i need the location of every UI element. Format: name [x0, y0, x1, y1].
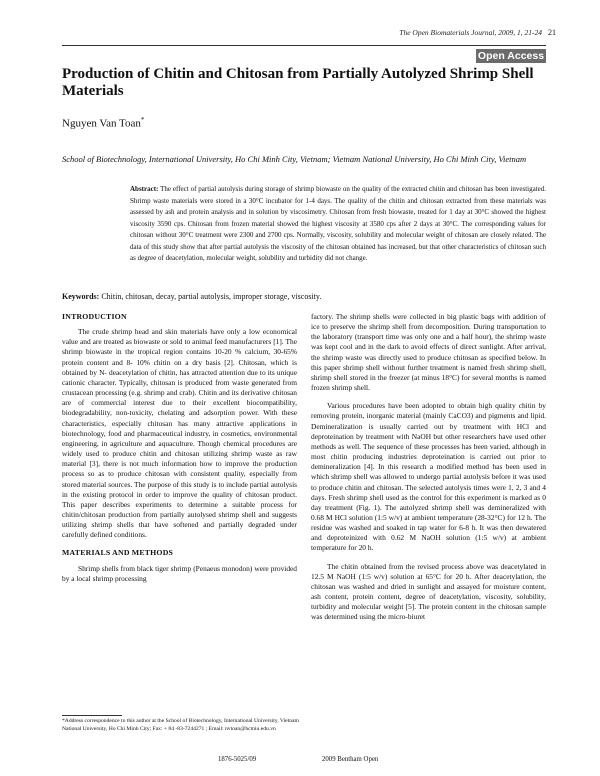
introduction-paragraph: The crude shrimp head and skin materials have only a low economical value and are treated as biowaste or sold to animal feed manufacturers [1]. The shrimp biowaste in the tropical region contains 10-20 % calcium, 30-65% protein content and 8- 10% chitin on a dry basis [2]. Chitosan, which is obtained by N- deacetylation of chitin, has attracted attention due to its unique cationic character. Typically, chitosan is produced from waste generated from crustacean processing (e.g. shrimp and crab). Chitin and its derivative chitosan are of commercial interest due to their excellent biocompatibility, biodegradability, non-toxicity, chelating and adsorption power. With these characteristics, especially chitosan has many attractive applications in biotechnology, food and pharmaceutical industry, in cosmetics, environmental engineering, in agriculture and aquaculture. Though chemical procedures are widely used to produce chitin and chitosan utilizing shrimp waste as raw material [3], there is not much information how to improve the production process so as to produce chitosan with consistent quality, especially from stored material sources. The purpose of this study is to include partial autolysis in the existing protocol in order to improve the quality of chitosan product. This paper describes experiments to determine a suitable process for chitin/chitosan production from partially autolysed shrimp shell and suggests utilizing shrimp shells that have softened and partially degraded under carefully defined conditions.: [62, 327, 297, 540]
right-column: [311, 312, 546, 631]
methods-paragraph-continued: factory. The shrimp shells were collected in big plastic bags with addition of ice to preserve the shrimp shell from decomposition. During transportation to the laboratory (transport time was only one and a half hour), the shrimp waste was kept cool and in the dark to avoid effects of direct sunlight. After arrival, the shrimp waste was directly used to produce chitosan as specified below. In this paper shrimp shell without further treatment is named fresh shrimp shell, shrimp shell stored in the freezer (at minus 18°C) for several months is named frozen shrimp shell.: [311, 312, 546, 393]
methods-heading: MATERIALS AND METHODS: [62, 548, 174, 558]
author-line: [62, 116, 144, 130]
introduction-heading: INTRODUCTION: [62, 312, 127, 321]
publisher: 2009 Bentham Open: [322, 756, 379, 763]
page-number: 21: [548, 28, 556, 37]
correspondence-footnote: *Address correspondence to this author at the School of Biotechnology, International University, Vietnam National University, Ho Chi Minh City; Fax: + 84 -83-7244271 ; Email: nvtoan@hcmiu.edu.vn: [62, 718, 299, 732]
methods-paragraph: Shrimp shells from black tiger shrimp (Penaeus monodon) were provided by a local shrimp processing: [62, 563, 297, 583]
affiliation: School of Biotechnology, International University, Ho Chi Minh City, Vietnam; Vietnam National University, Ho Chi Minh City, Vietnam: [62, 154, 527, 164]
keywords-text: Chitin, chitosan, decay, partial autolysis, improper storage, viscosity.: [101, 292, 322, 301]
issn: 1876-5025/09: [218, 756, 257, 763]
author-mark: *: [140, 116, 145, 124]
abstract: [130, 184, 546, 265]
abstract-text: The effect of partial autolysis during storage of shrimp biowaste on the quality of the extracted chitin and chitosan has been investigated. Shrimp waste materials were stored in a 30°C incubator for 1-4 days. The quality of the chitin and chitosan extracted from these materials was assessed by ash and protein analysis and in solution by viscosimetry. Chitosan from fresh biowaste, treated for 1 day at 30°C showed the highest viscosity 3590 cps. Chitosan from frozen material showed the highest viscosity at 3580 cps after 2 days at 30°C. The corresponding values for chitosan without 30°C treatment were 2300 and 2700 cps. Normally, viscosity, solubility and molecular weight of chitosan are closely related. The data of this study show that after partial autolysis the viscosity of the chitosan obtained has increased, but that other characteristics of chitosan such as degree of deacetylation, molecular weight, solubility and turbidity did not change.: [130, 185, 546, 262]
keywords-label: Keywords:: [62, 292, 100, 301]
deacetylation-paragraph: The chitin obtained from the revised process above was deacetylated in 12.5 M NaOH (1:5 w/v) solution at 65°C for 20 h. After deacetylation, the chitosan was washed and dried in sunlight and assayed for moisture content, ash content, protein content, degree of deacetylation, viscosity, solubility, turbidity and molecular weight [5]. The protein content in the chitosan sample was determined using the micro-biuret: [311, 561, 546, 622]
footnote-rule: [62, 715, 122, 716]
author-name: Nguyen Van Toan: [62, 117, 141, 130]
left-column: [62, 312, 297, 592]
abstract-label: Abstract:: [130, 185, 159, 193]
open-access-badge: Open Access: [477, 50, 545, 62]
journal-citation: The Open Biomaterials Journal, 2009, 1, 21-24: [399, 28, 542, 37]
procedure-paragraph: Various procedures have been adopted to obtain high quality chitin by removing protein, inorganic material (mainly CaCO3) and pigments and lipid. Demineralization is usually carried out by treatment with HCl and deproteination by treatment with NaOH but other researchers have used other methods as well. The sequence of these processes has been varied, although in most chitin producing industries deproteination is carried out prior to demineralization [4]. In this research a modified method has been used in which shrimp shell was allowed to undergo partial autolysis before it was used to produce chitin and chitosan. The selected autolysis times were 1, 2, 3 and 4 days. Fresh shrimp shell used as the control for this experiment is marked as 0 day treatment (Fig. 1). The autolyzed shrimp shell was demineralized with 0.68 M HCl solution (1:5 w/v) at ambient temperature (28-32°C) for 12 h. The residue was washed and soaked in tap water for 6-8 h. It was then dewatered and deproteinized with 0.62 M NaOH solution (1:5 w/v) at ambient temperature for 20 h.: [311, 401, 546, 553]
header-rule: [62, 45, 546, 46]
article-title: Production of Chitin and Chitosan from Partially Autolyzed Shrimp Shell Materials: [62, 66, 534, 99]
keywords: [62, 292, 546, 301]
